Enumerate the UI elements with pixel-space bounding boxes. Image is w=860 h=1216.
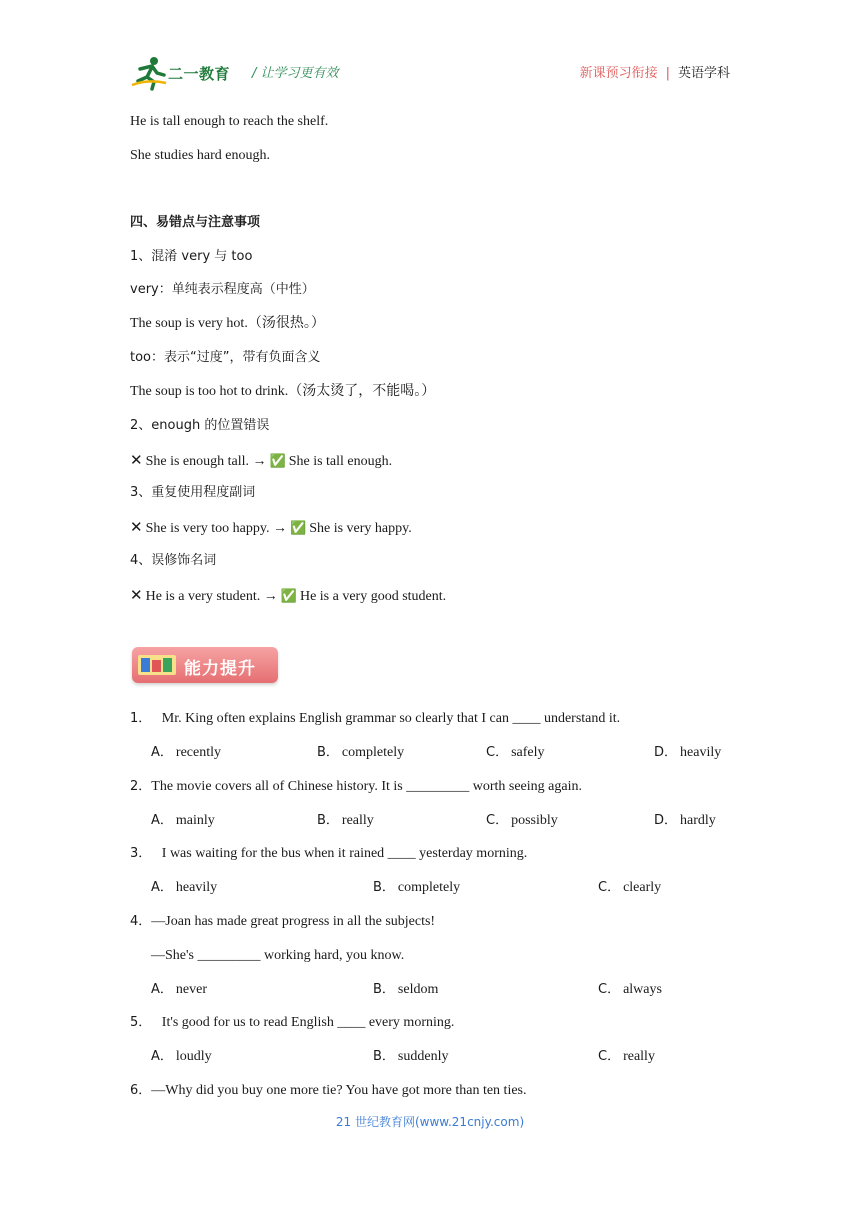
point-title: 3、重复使用程度副词 bbox=[130, 485, 256, 500]
option: A． never bbox=[151, 982, 207, 997]
correction-example bbox=[130, 451, 392, 471]
option: A． loudly bbox=[151, 1049, 212, 1064]
page-footer: 21 世纪教育网(www.21cnjy.com) bbox=[335, 1115, 525, 1129]
question-number: 2． bbox=[130, 779, 152, 794]
question-text: It's good for us to read English ____ every morning. bbox=[161, 1015, 455, 1030]
correction-example bbox=[130, 518, 412, 538]
correct-sentence: She is tall enough. bbox=[288, 454, 393, 469]
option: B． suddenly bbox=[373, 1049, 449, 1064]
example-line: She studies hard enough. bbox=[130, 148, 270, 163]
question bbox=[130, 710, 620, 728]
section-heading: 四、易错点与注意事项 bbox=[130, 215, 261, 230]
cross-icon: ✕ bbox=[130, 586, 143, 604]
question-text: —Joan has made great progress in all the subjects! bbox=[151, 914, 436, 929]
option: C． always bbox=[598, 982, 662, 997]
option: B． completely bbox=[373, 880, 461, 895]
option: A． recently bbox=[151, 745, 221, 760]
ability-banner bbox=[132, 647, 278, 683]
option: B． really bbox=[317, 813, 374, 828]
question-number: 1． bbox=[130, 711, 152, 726]
cross-icon: ✕ bbox=[130, 451, 143, 469]
runner-logo-icon bbox=[130, 55, 168, 91]
question-number: 4． bbox=[130, 914, 152, 929]
question-text: —Why did you buy one more tie? You have got more than ten ties. bbox=[151, 1083, 527, 1098]
point-text: very：单纯表示程度高（中性） bbox=[130, 282, 315, 297]
check-icon: ✅ bbox=[290, 521, 307, 536]
question bbox=[130, 1014, 454, 1032]
question bbox=[130, 778, 582, 796]
header-subject: 英语学科 bbox=[677, 66, 730, 81]
question-number: 6． bbox=[130, 1083, 152, 1098]
example-line: He is tall enough to reach the shelf. bbox=[130, 114, 329, 129]
question-number: 5． bbox=[130, 1015, 152, 1030]
question-text: I was waiting for the bus when it rained ____ yesterday morning. bbox=[161, 846, 528, 861]
option: D． hardly bbox=[654, 813, 716, 828]
option: C． clearly bbox=[598, 880, 662, 895]
cross-icon: ✕ bbox=[130, 518, 143, 536]
question-text: The movie covers all of Chinese history. It is _________ worth seeing again. bbox=[151, 779, 582, 794]
logo bbox=[130, 55, 236, 91]
header-course: 新课预习衔接 bbox=[579, 66, 658, 81]
question bbox=[130, 913, 435, 931]
banner-label: 能力提升 bbox=[184, 659, 256, 679]
correct-sentence: She is very happy. bbox=[309, 521, 412, 536]
option: C． possibly bbox=[486, 813, 558, 828]
question bbox=[130, 845, 527, 863]
wrong-sentence: She is very too happy. → bbox=[145, 521, 287, 536]
option: A． mainly bbox=[151, 813, 215, 828]
point-title: 1、混淆 very 与 too bbox=[130, 249, 253, 264]
question-text: Mr. King often explains English grammar so clearly that I can ____ understand it. bbox=[161, 711, 621, 726]
option: C． safely bbox=[486, 745, 545, 760]
option: B． completely bbox=[317, 745, 405, 760]
option: B． seldom bbox=[373, 982, 439, 997]
wrong-sentence: He is a very student. → bbox=[145, 589, 278, 604]
correct-sentence: He is a very good student. bbox=[299, 589, 447, 604]
point-text: too：表示“过度”，带有负面含义 bbox=[130, 350, 321, 365]
page-header bbox=[130, 55, 730, 91]
question bbox=[130, 1082, 527, 1100]
option: A． heavily bbox=[151, 880, 218, 895]
header-separator: | bbox=[665, 66, 670, 81]
point-title: 4、误修饰名词 bbox=[130, 553, 217, 568]
header-slogan: / 让学习更有效 bbox=[252, 66, 339, 81]
header-course-info bbox=[580, 62, 730, 81]
point-example: The soup is too hot to drink.（汤太烫了，不能喝。） bbox=[130, 384, 436, 399]
option: C． really bbox=[598, 1049, 655, 1064]
option: D． heavily bbox=[654, 745, 722, 760]
point-example: The soup is very hot.（汤很热。） bbox=[130, 316, 325, 331]
question-text-line2: —She's _________ working hard, you know. bbox=[151, 948, 405, 963]
check-icon: ✅ bbox=[280, 589, 297, 604]
wrong-sentence: She is enough tall. → bbox=[145, 454, 267, 469]
correction-example bbox=[130, 586, 446, 606]
point-title: 2、enough 的位置错误 bbox=[130, 418, 270, 433]
question-number: 3． bbox=[130, 846, 152, 861]
check-icon: ✅ bbox=[269, 454, 286, 469]
logo-text: 二一教育 bbox=[168, 65, 231, 83]
banner-books-icon bbox=[138, 655, 176, 675]
